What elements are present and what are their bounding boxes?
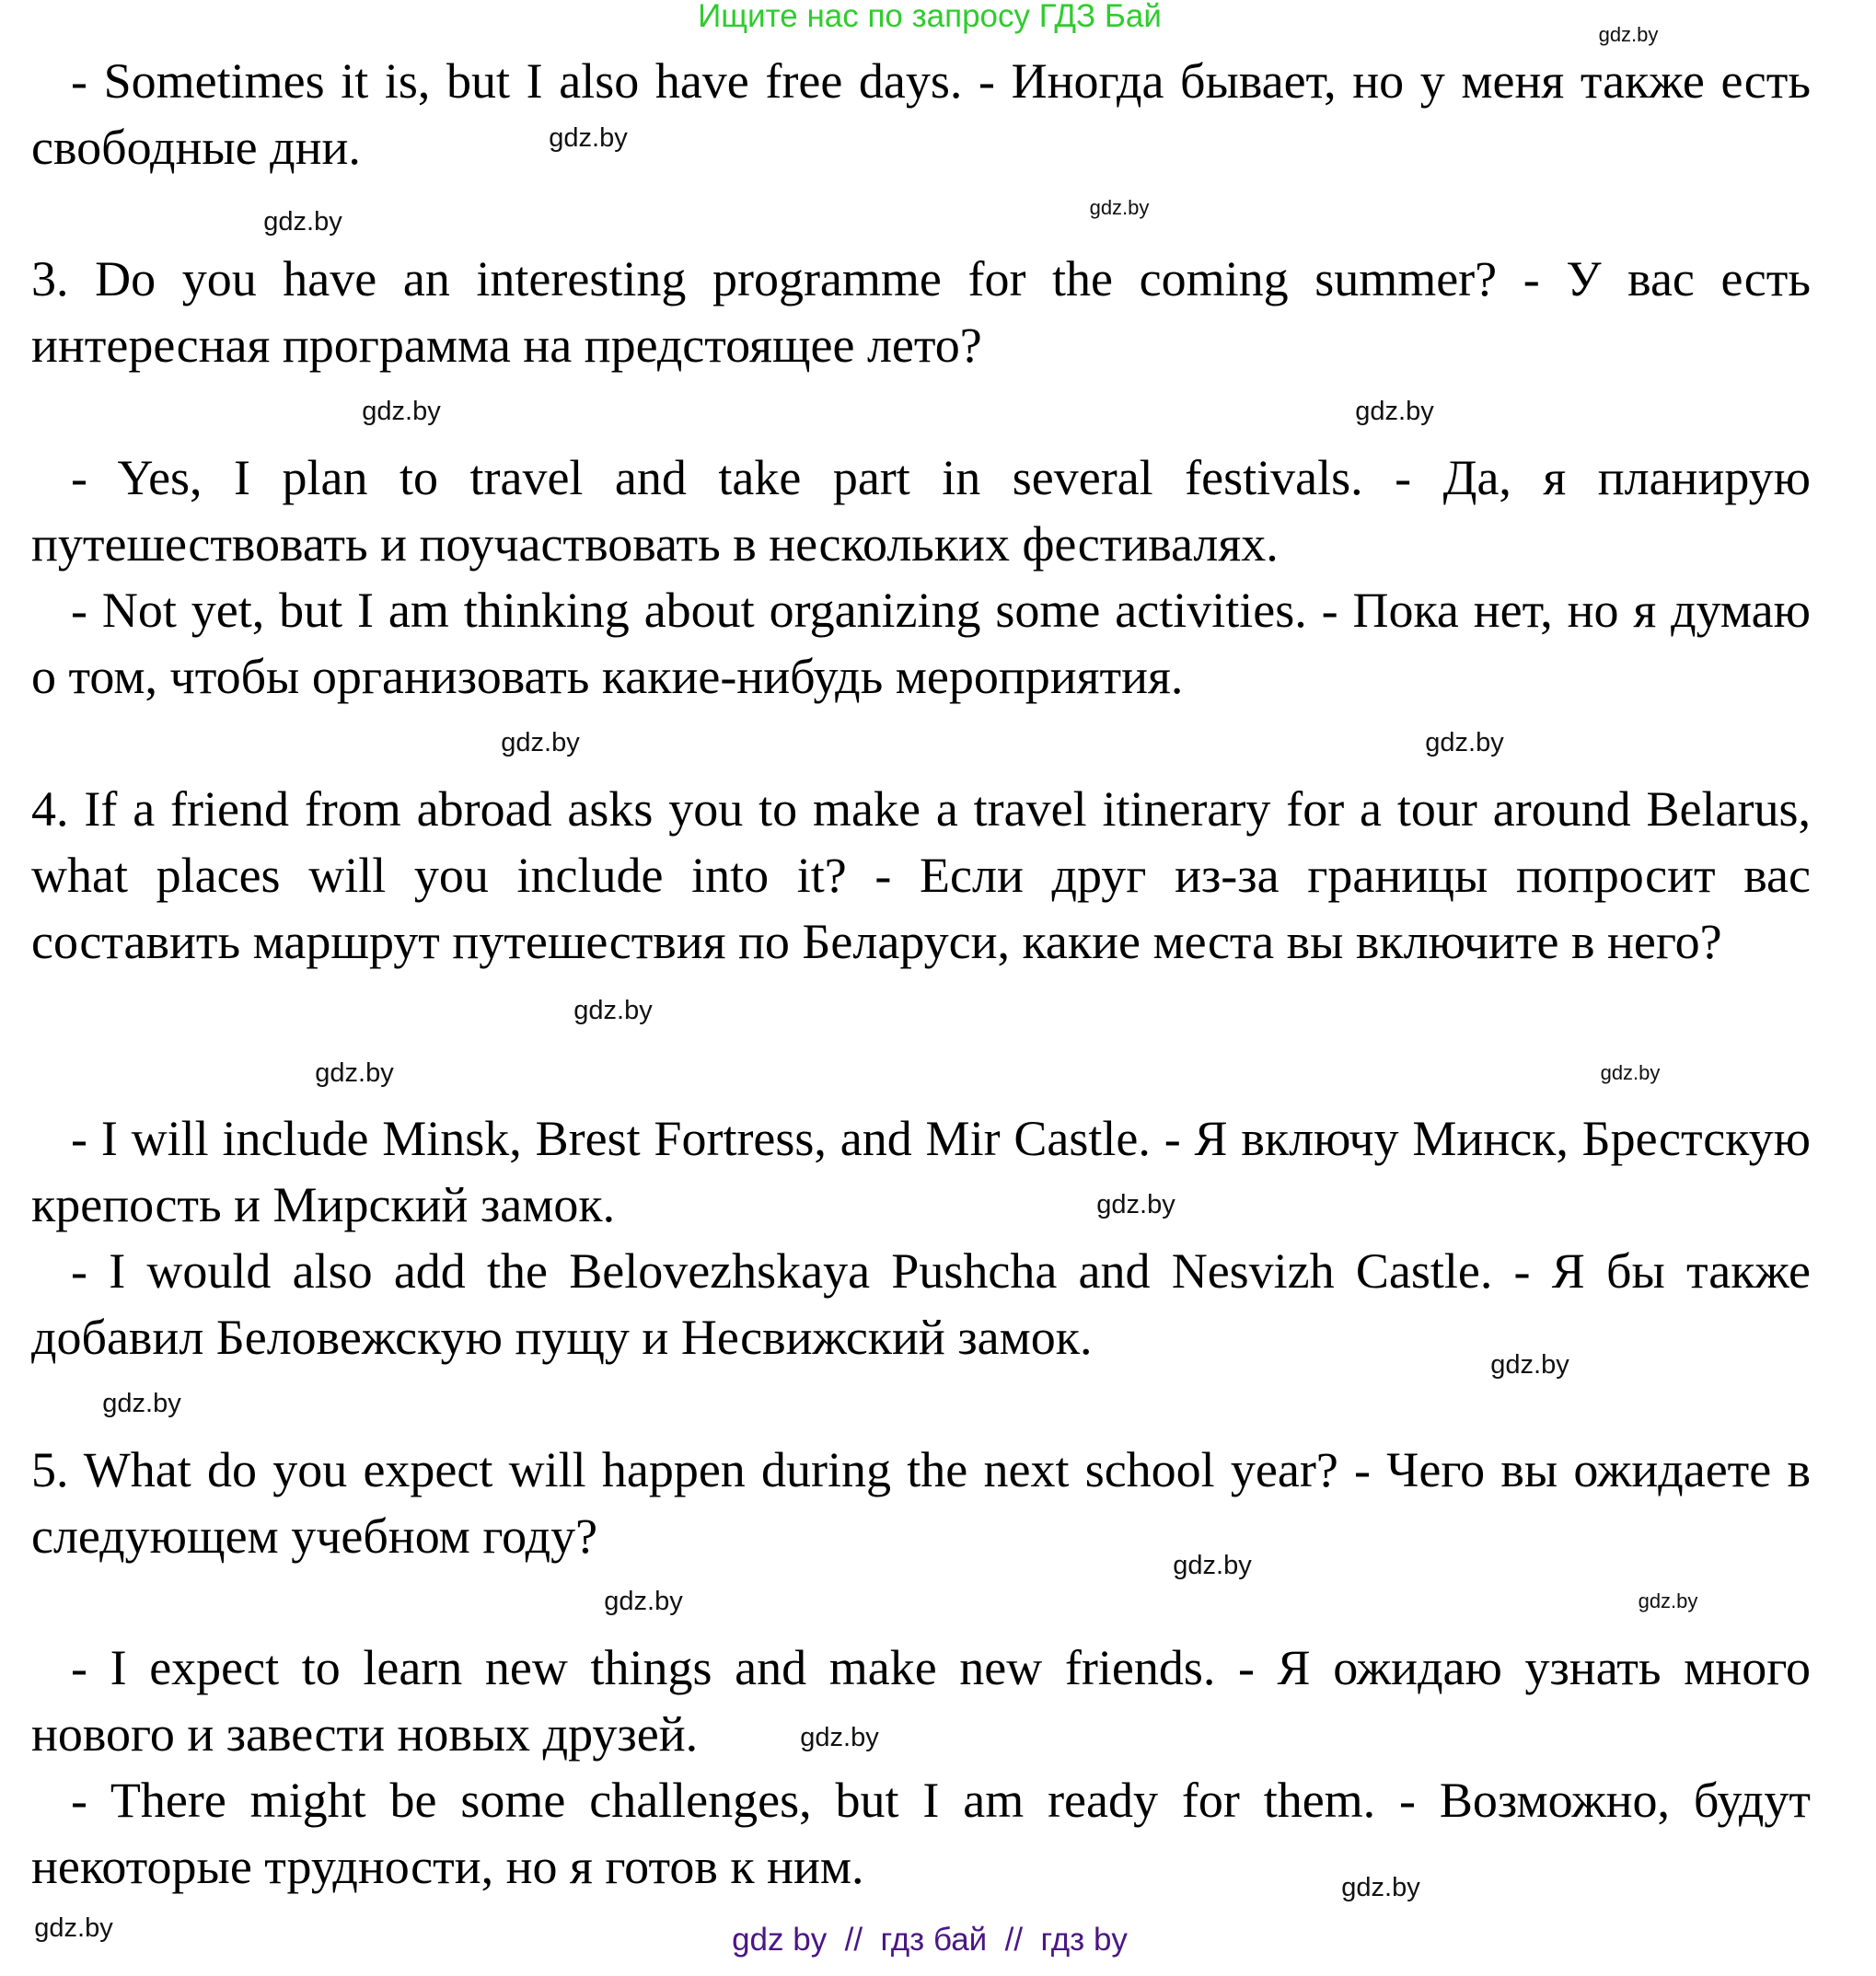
answer-paragraph: - I would also add the Belovezhskaya Pushcha and Nesvizh Castle. - Я бы также добавил Беловежскую пущу и Несвижский замок. bbox=[31, 1243, 1811, 1365]
answer-paragraph: - I expect to learn new things and make new friends. - Я ожидаю узнать много нового и завести новых друзей. bbox=[31, 1640, 1811, 1762]
watermark: gdz.by bbox=[604, 1587, 683, 1616]
watermark: gdz.by bbox=[1598, 23, 1659, 46]
question-paragraph-3: 3. Do you have an interesting programme for the coming summer? - У вас есть интересная программа на предстоящее лето? bbox=[31, 251, 1811, 373]
watermark: gdz.by bbox=[34, 1913, 113, 1943]
watermark: gdz.by bbox=[501, 728, 580, 757]
watermark: gdz.by bbox=[315, 1058, 394, 1088]
question-paragraph-4: 4. If a friend from abroad asks you to make a travel itinerary for a tour around Belarus, what places will you include into it? - Если друг из-за границы попросит вас составить маршрут путешествия по Беларуси, какие места вы включите в него? bbox=[31, 781, 1811, 969]
watermark: gdz.by bbox=[549, 123, 628, 153]
question-paragraph-5: 5. What do you expect will happen during the next school year? - Чего вы ожидаете в следующем учебном году? bbox=[31, 1442, 1811, 1564]
watermark: gdz.by bbox=[263, 207, 342, 237]
watermark: gdz.by bbox=[1638, 1589, 1698, 1612]
answer-paragraph: - I will include Minsk, Brest Fortress, and Mir Castle. - Я включу Минск, Брестскую крепость и Мирский замок. bbox=[31, 1111, 1811, 1232]
answer-paragraph: - Yes, I plan to travel and take part in several festivals. - Да, я планирую путешествовать и поучаствовать в нескольких фестивалях. bbox=[31, 450, 1811, 572]
search-banner: Ищите нас по запросу ГДЗ Бай bbox=[698, 0, 1162, 34]
watermark: gdz.by bbox=[1425, 728, 1504, 757]
watermark: gdz.by bbox=[1490, 1350, 1569, 1380]
watermark: gdz.by bbox=[1355, 397, 1434, 426]
watermark: gdz.by bbox=[362, 397, 441, 426]
watermark: gdz.by bbox=[1600, 1061, 1661, 1084]
watermark: gdz.by bbox=[573, 996, 653, 1025]
watermark: gdz.by bbox=[1096, 1190, 1175, 1219]
answer-paragraph: - Not yet, but I am thinking about organizing some activities. - Пока нет, но я думаю о том, чтобы организовать какие-нибудь мероприятия. bbox=[31, 583, 1811, 704]
answer-paragraph: - Sometimes it is, but I also have free days. - Иногда бывает, но у меня также есть свободные дни. bbox=[31, 53, 1811, 175]
footer-links: gdz by // гдз бай // гдз by bbox=[732, 1922, 1128, 1958]
watermark: gdz.by bbox=[102, 1389, 181, 1418]
watermark: gdz.by bbox=[1089, 196, 1150, 219]
answer-paragraph: - There might be some challenges, but I am ready for them. - Возможно, будут некоторые трудности, но я готов к ним. bbox=[31, 1773, 1811, 1894]
watermark: gdz.by bbox=[800, 1723, 879, 1752]
watermark: gdz.by bbox=[1173, 1551, 1252, 1580]
watermark: gdz.by bbox=[1341, 1873, 1420, 1902]
